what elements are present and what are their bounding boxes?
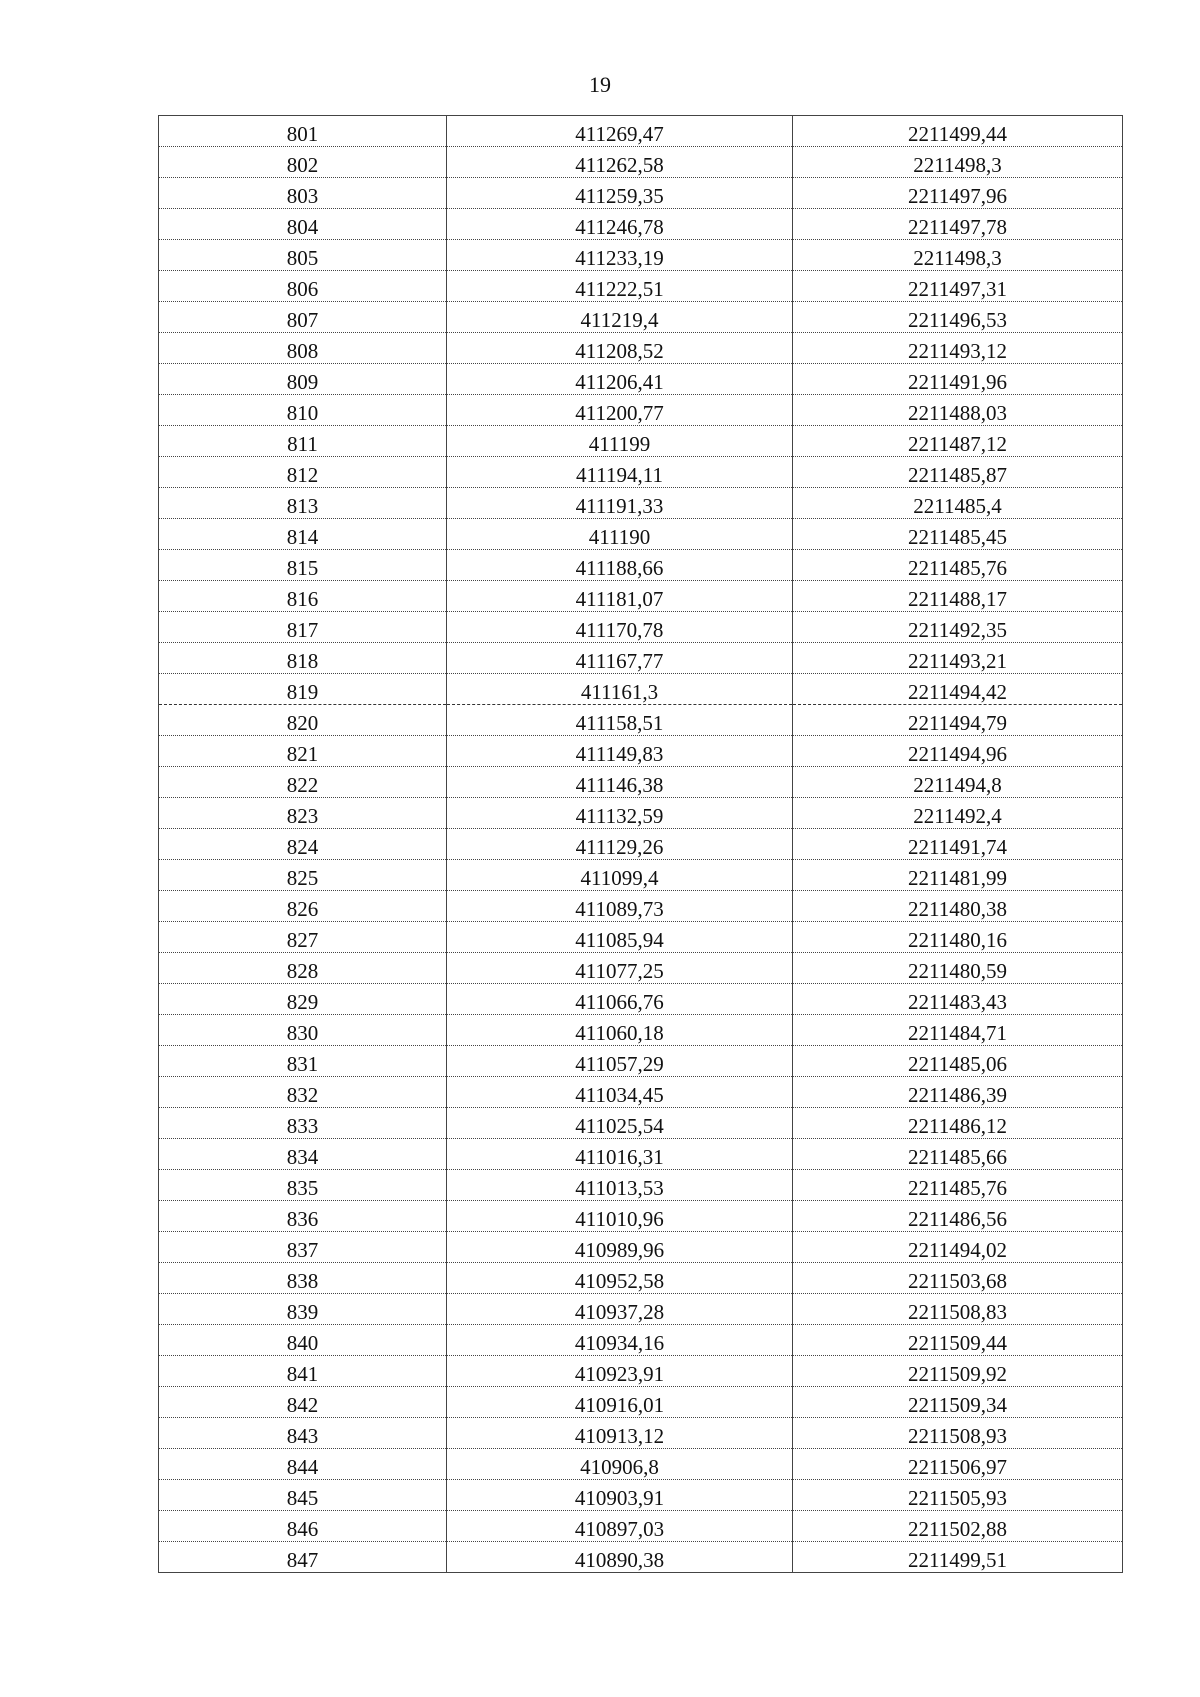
table-row xyxy=(159,457,1123,488)
table-row xyxy=(159,550,1123,581)
x-coordinate-cell: 411129,26 xyxy=(447,829,793,860)
y-coordinate-cell: 2211499,51 xyxy=(793,1542,1123,1573)
y-coordinate-cell: 2211509,92 xyxy=(793,1356,1123,1387)
x-coordinate-cell: 411085,94 xyxy=(447,922,793,953)
table-row xyxy=(159,488,1123,519)
x-coordinate-cell: 410916,01 xyxy=(447,1387,793,1418)
point-number-cell: 839 xyxy=(159,1294,447,1325)
table-row xyxy=(159,271,1123,302)
y-coordinate-cell: 2211494,79 xyxy=(793,705,1123,736)
point-number-cell: 807 xyxy=(159,302,447,333)
y-coordinate-cell: 2211480,16 xyxy=(793,922,1123,953)
x-coordinate-cell: 410913,12 xyxy=(447,1418,793,1449)
y-coordinate-cell: 2211483,43 xyxy=(793,984,1123,1015)
x-coordinate-cell: 411206,41 xyxy=(447,364,793,395)
point-number-cell: 841 xyxy=(159,1356,447,1387)
y-coordinate-cell: 2211506,97 xyxy=(793,1449,1123,1480)
table-row xyxy=(159,1387,1123,1418)
table-row xyxy=(159,1263,1123,1294)
point-number-cell: 822 xyxy=(159,767,447,798)
point-number-cell: 837 xyxy=(159,1232,447,1263)
x-coordinate-cell: 411200,77 xyxy=(447,395,793,426)
table-row xyxy=(159,1542,1123,1573)
x-coordinate-cell: 411016,31 xyxy=(447,1139,793,1170)
point-number-cell: 846 xyxy=(159,1511,447,1542)
x-coordinate-cell: 410923,91 xyxy=(447,1356,793,1387)
x-coordinate-cell: 410890,38 xyxy=(447,1542,793,1573)
point-number-cell: 815 xyxy=(159,550,447,581)
y-coordinate-cell: 2211488,03 xyxy=(793,395,1123,426)
x-coordinate-cell: 411194,11 xyxy=(447,457,793,488)
y-coordinate-cell: 2211499,44 xyxy=(793,116,1123,147)
coordinates-table xyxy=(158,115,1123,1573)
table-row xyxy=(159,1232,1123,1263)
table-row xyxy=(159,1480,1123,1511)
point-number-cell: 834 xyxy=(159,1139,447,1170)
y-coordinate-cell: 2211484,71 xyxy=(793,1015,1123,1046)
point-number-cell: 808 xyxy=(159,333,447,364)
table-row xyxy=(159,1170,1123,1201)
x-coordinate-cell: 411170,78 xyxy=(447,612,793,643)
x-coordinate-cell: 411132,59 xyxy=(447,798,793,829)
point-number-cell: 827 xyxy=(159,922,447,953)
x-coordinate-cell: 411259,35 xyxy=(447,178,793,209)
table-row xyxy=(159,1325,1123,1356)
table-row xyxy=(159,1356,1123,1387)
x-coordinate-cell: 411167,77 xyxy=(447,643,793,674)
table-row xyxy=(159,1139,1123,1170)
x-coordinate-cell: 411025,54 xyxy=(447,1108,793,1139)
table-row xyxy=(159,1418,1123,1449)
y-coordinate-cell: 2211498,3 xyxy=(793,147,1123,178)
y-coordinate-cell: 2211494,02 xyxy=(793,1232,1123,1263)
point-number-cell: 847 xyxy=(159,1542,447,1573)
point-number-cell: 814 xyxy=(159,519,447,550)
y-coordinate-cell: 2211505,93 xyxy=(793,1480,1123,1511)
y-coordinate-cell: 2211509,44 xyxy=(793,1325,1123,1356)
page-number: 19 xyxy=(589,72,611,97)
table-row xyxy=(159,364,1123,395)
x-coordinate-cell: 411066,76 xyxy=(447,984,793,1015)
table-row xyxy=(159,643,1123,674)
table-row xyxy=(159,209,1123,240)
y-coordinate-cell: 2211493,12 xyxy=(793,333,1123,364)
point-number-cell: 829 xyxy=(159,984,447,1015)
table-row xyxy=(159,178,1123,209)
point-number-cell: 803 xyxy=(159,178,447,209)
table-row xyxy=(159,1015,1123,1046)
y-coordinate-cell: 2211481,99 xyxy=(793,860,1123,891)
y-coordinate-cell: 2211485,66 xyxy=(793,1139,1123,1170)
x-coordinate-cell: 411077,25 xyxy=(447,953,793,984)
y-coordinate-cell: 2211485,76 xyxy=(793,550,1123,581)
x-coordinate-cell: 411190 xyxy=(447,519,793,550)
table-row xyxy=(159,1046,1123,1077)
point-number-cell: 844 xyxy=(159,1449,447,1480)
table-row xyxy=(159,860,1123,891)
y-coordinate-cell: 2211493,21 xyxy=(793,643,1123,674)
point-number-cell: 810 xyxy=(159,395,447,426)
point-number-cell: 840 xyxy=(159,1325,447,1356)
y-coordinate-cell: 2211487,12 xyxy=(793,426,1123,457)
y-coordinate-cell: 2211485,4 xyxy=(793,488,1123,519)
y-coordinate-cell: 2211497,96 xyxy=(793,178,1123,209)
point-number-cell: 832 xyxy=(159,1077,447,1108)
y-coordinate-cell: 2211480,59 xyxy=(793,953,1123,984)
x-coordinate-cell: 410903,91 xyxy=(447,1480,793,1511)
x-coordinate-cell: 411269,47 xyxy=(447,116,793,147)
y-coordinate-cell: 2211503,68 xyxy=(793,1263,1123,1294)
table-row xyxy=(159,1077,1123,1108)
point-number-cell: 804 xyxy=(159,209,447,240)
table-row xyxy=(159,1108,1123,1139)
x-coordinate-cell: 411208,52 xyxy=(447,333,793,364)
y-coordinate-cell: 2211491,74 xyxy=(793,829,1123,860)
table-row xyxy=(159,395,1123,426)
table-row xyxy=(159,147,1123,178)
table-row xyxy=(159,829,1123,860)
point-number-cell: 831 xyxy=(159,1046,447,1077)
point-number-cell: 806 xyxy=(159,271,447,302)
point-number-cell: 813 xyxy=(159,488,447,519)
y-coordinate-cell: 2211485,06 xyxy=(793,1046,1123,1077)
x-coordinate-cell: 410952,58 xyxy=(447,1263,793,1294)
x-coordinate-cell: 410934,16 xyxy=(447,1325,793,1356)
y-coordinate-cell: 2211485,45 xyxy=(793,519,1123,550)
point-number-cell: 820 xyxy=(159,705,447,736)
y-coordinate-cell: 2211498,3 xyxy=(793,240,1123,271)
point-number-cell: 845 xyxy=(159,1480,447,1511)
point-number-cell: 818 xyxy=(159,643,447,674)
y-coordinate-cell: 2211486,56 xyxy=(793,1201,1123,1232)
y-coordinate-cell: 2211494,42 xyxy=(793,674,1123,705)
x-coordinate-cell: 411010,96 xyxy=(447,1201,793,1232)
x-coordinate-cell: 410897,03 xyxy=(447,1511,793,1542)
x-coordinate-cell: 411149,83 xyxy=(447,736,793,767)
table-row xyxy=(159,705,1123,736)
table-row xyxy=(159,1294,1123,1325)
point-number-cell: 821 xyxy=(159,736,447,767)
x-coordinate-cell: 411158,51 xyxy=(447,705,793,736)
x-coordinate-cell: 410937,28 xyxy=(447,1294,793,1325)
table-row xyxy=(159,767,1123,798)
x-coordinate-cell: 410989,96 xyxy=(447,1232,793,1263)
y-coordinate-cell: 2211492,4 xyxy=(793,798,1123,829)
point-number-cell: 805 xyxy=(159,240,447,271)
point-number-cell: 843 xyxy=(159,1418,447,1449)
x-coordinate-cell: 411057,29 xyxy=(447,1046,793,1077)
point-number-cell: 826 xyxy=(159,891,447,922)
x-coordinate-cell: 411233,19 xyxy=(447,240,793,271)
x-coordinate-cell: 411146,38 xyxy=(447,767,793,798)
x-coordinate-cell: 411199 xyxy=(447,426,793,457)
point-number-cell: 816 xyxy=(159,581,447,612)
x-coordinate-cell: 411262,58 xyxy=(447,147,793,178)
x-coordinate-cell: 411246,78 xyxy=(447,209,793,240)
table-row xyxy=(159,1511,1123,1542)
x-coordinate-cell: 411181,07 xyxy=(447,581,793,612)
point-number-cell: 824 xyxy=(159,829,447,860)
table-row xyxy=(159,116,1123,147)
x-coordinate-cell: 411219,4 xyxy=(447,302,793,333)
y-coordinate-cell: 2211496,53 xyxy=(793,302,1123,333)
y-coordinate-cell: 2211480,38 xyxy=(793,891,1123,922)
table-row xyxy=(159,674,1123,705)
point-number-cell: 835 xyxy=(159,1170,447,1201)
y-coordinate-cell: 2211486,39 xyxy=(793,1077,1123,1108)
x-coordinate-cell: 411222,51 xyxy=(447,271,793,302)
table-row xyxy=(159,519,1123,550)
point-number-cell: 802 xyxy=(159,147,447,178)
point-number-cell: 801 xyxy=(159,116,447,147)
table-row xyxy=(159,1449,1123,1480)
y-coordinate-cell: 2211491,96 xyxy=(793,364,1123,395)
point-number-cell: 838 xyxy=(159,1263,447,1294)
table-row xyxy=(159,1201,1123,1232)
table-row xyxy=(159,581,1123,612)
y-coordinate-cell: 2211509,34 xyxy=(793,1387,1123,1418)
x-coordinate-cell: 411060,18 xyxy=(447,1015,793,1046)
y-coordinate-cell: 2211502,88 xyxy=(793,1511,1123,1542)
table-row xyxy=(159,426,1123,457)
y-coordinate-cell: 2211494,96 xyxy=(793,736,1123,767)
y-coordinate-cell: 2211508,83 xyxy=(793,1294,1123,1325)
point-number-cell: 819 xyxy=(159,674,447,705)
y-coordinate-cell: 2211494,8 xyxy=(793,767,1123,798)
point-number-cell: 823 xyxy=(159,798,447,829)
x-coordinate-cell: 410906,8 xyxy=(447,1449,793,1480)
point-number-cell: 825 xyxy=(159,860,447,891)
table-row xyxy=(159,612,1123,643)
point-number-cell: 842 xyxy=(159,1387,447,1418)
y-coordinate-cell: 2211485,87 xyxy=(793,457,1123,488)
x-coordinate-cell: 411034,45 xyxy=(447,1077,793,1108)
table-row xyxy=(159,953,1123,984)
y-coordinate-cell: 2211492,35 xyxy=(793,612,1123,643)
x-coordinate-cell: 411089,73 xyxy=(447,891,793,922)
x-coordinate-cell: 411013,53 xyxy=(447,1170,793,1201)
table-row xyxy=(159,736,1123,767)
point-number-cell: 812 xyxy=(159,457,447,488)
point-number-cell: 836 xyxy=(159,1201,447,1232)
point-number-cell: 833 xyxy=(159,1108,447,1139)
y-coordinate-cell: 2211488,17 xyxy=(793,581,1123,612)
table-row xyxy=(159,984,1123,1015)
y-coordinate-cell: 2211497,31 xyxy=(793,271,1123,302)
table-row xyxy=(159,240,1123,271)
table-row xyxy=(159,798,1123,829)
table-row xyxy=(159,922,1123,953)
x-coordinate-cell: 411191,33 xyxy=(447,488,793,519)
x-coordinate-cell: 411161,3 xyxy=(447,674,793,705)
point-number-cell: 817 xyxy=(159,612,447,643)
x-coordinate-cell: 411188,66 xyxy=(447,550,793,581)
coordinates-table-body xyxy=(159,116,1123,1573)
table-row xyxy=(159,302,1123,333)
y-coordinate-cell: 2211485,76 xyxy=(793,1170,1123,1201)
point-number-cell: 811 xyxy=(159,426,447,457)
point-number-cell: 830 xyxy=(159,1015,447,1046)
point-number-cell: 828 xyxy=(159,953,447,984)
y-coordinate-cell: 2211497,78 xyxy=(793,209,1123,240)
table-row xyxy=(159,891,1123,922)
x-coordinate-cell: 411099,4 xyxy=(447,860,793,891)
table-row xyxy=(159,333,1123,364)
y-coordinate-cell: 2211486,12 xyxy=(793,1108,1123,1139)
y-coordinate-cell: 2211508,93 xyxy=(793,1418,1123,1449)
point-number-cell: 809 xyxy=(159,364,447,395)
